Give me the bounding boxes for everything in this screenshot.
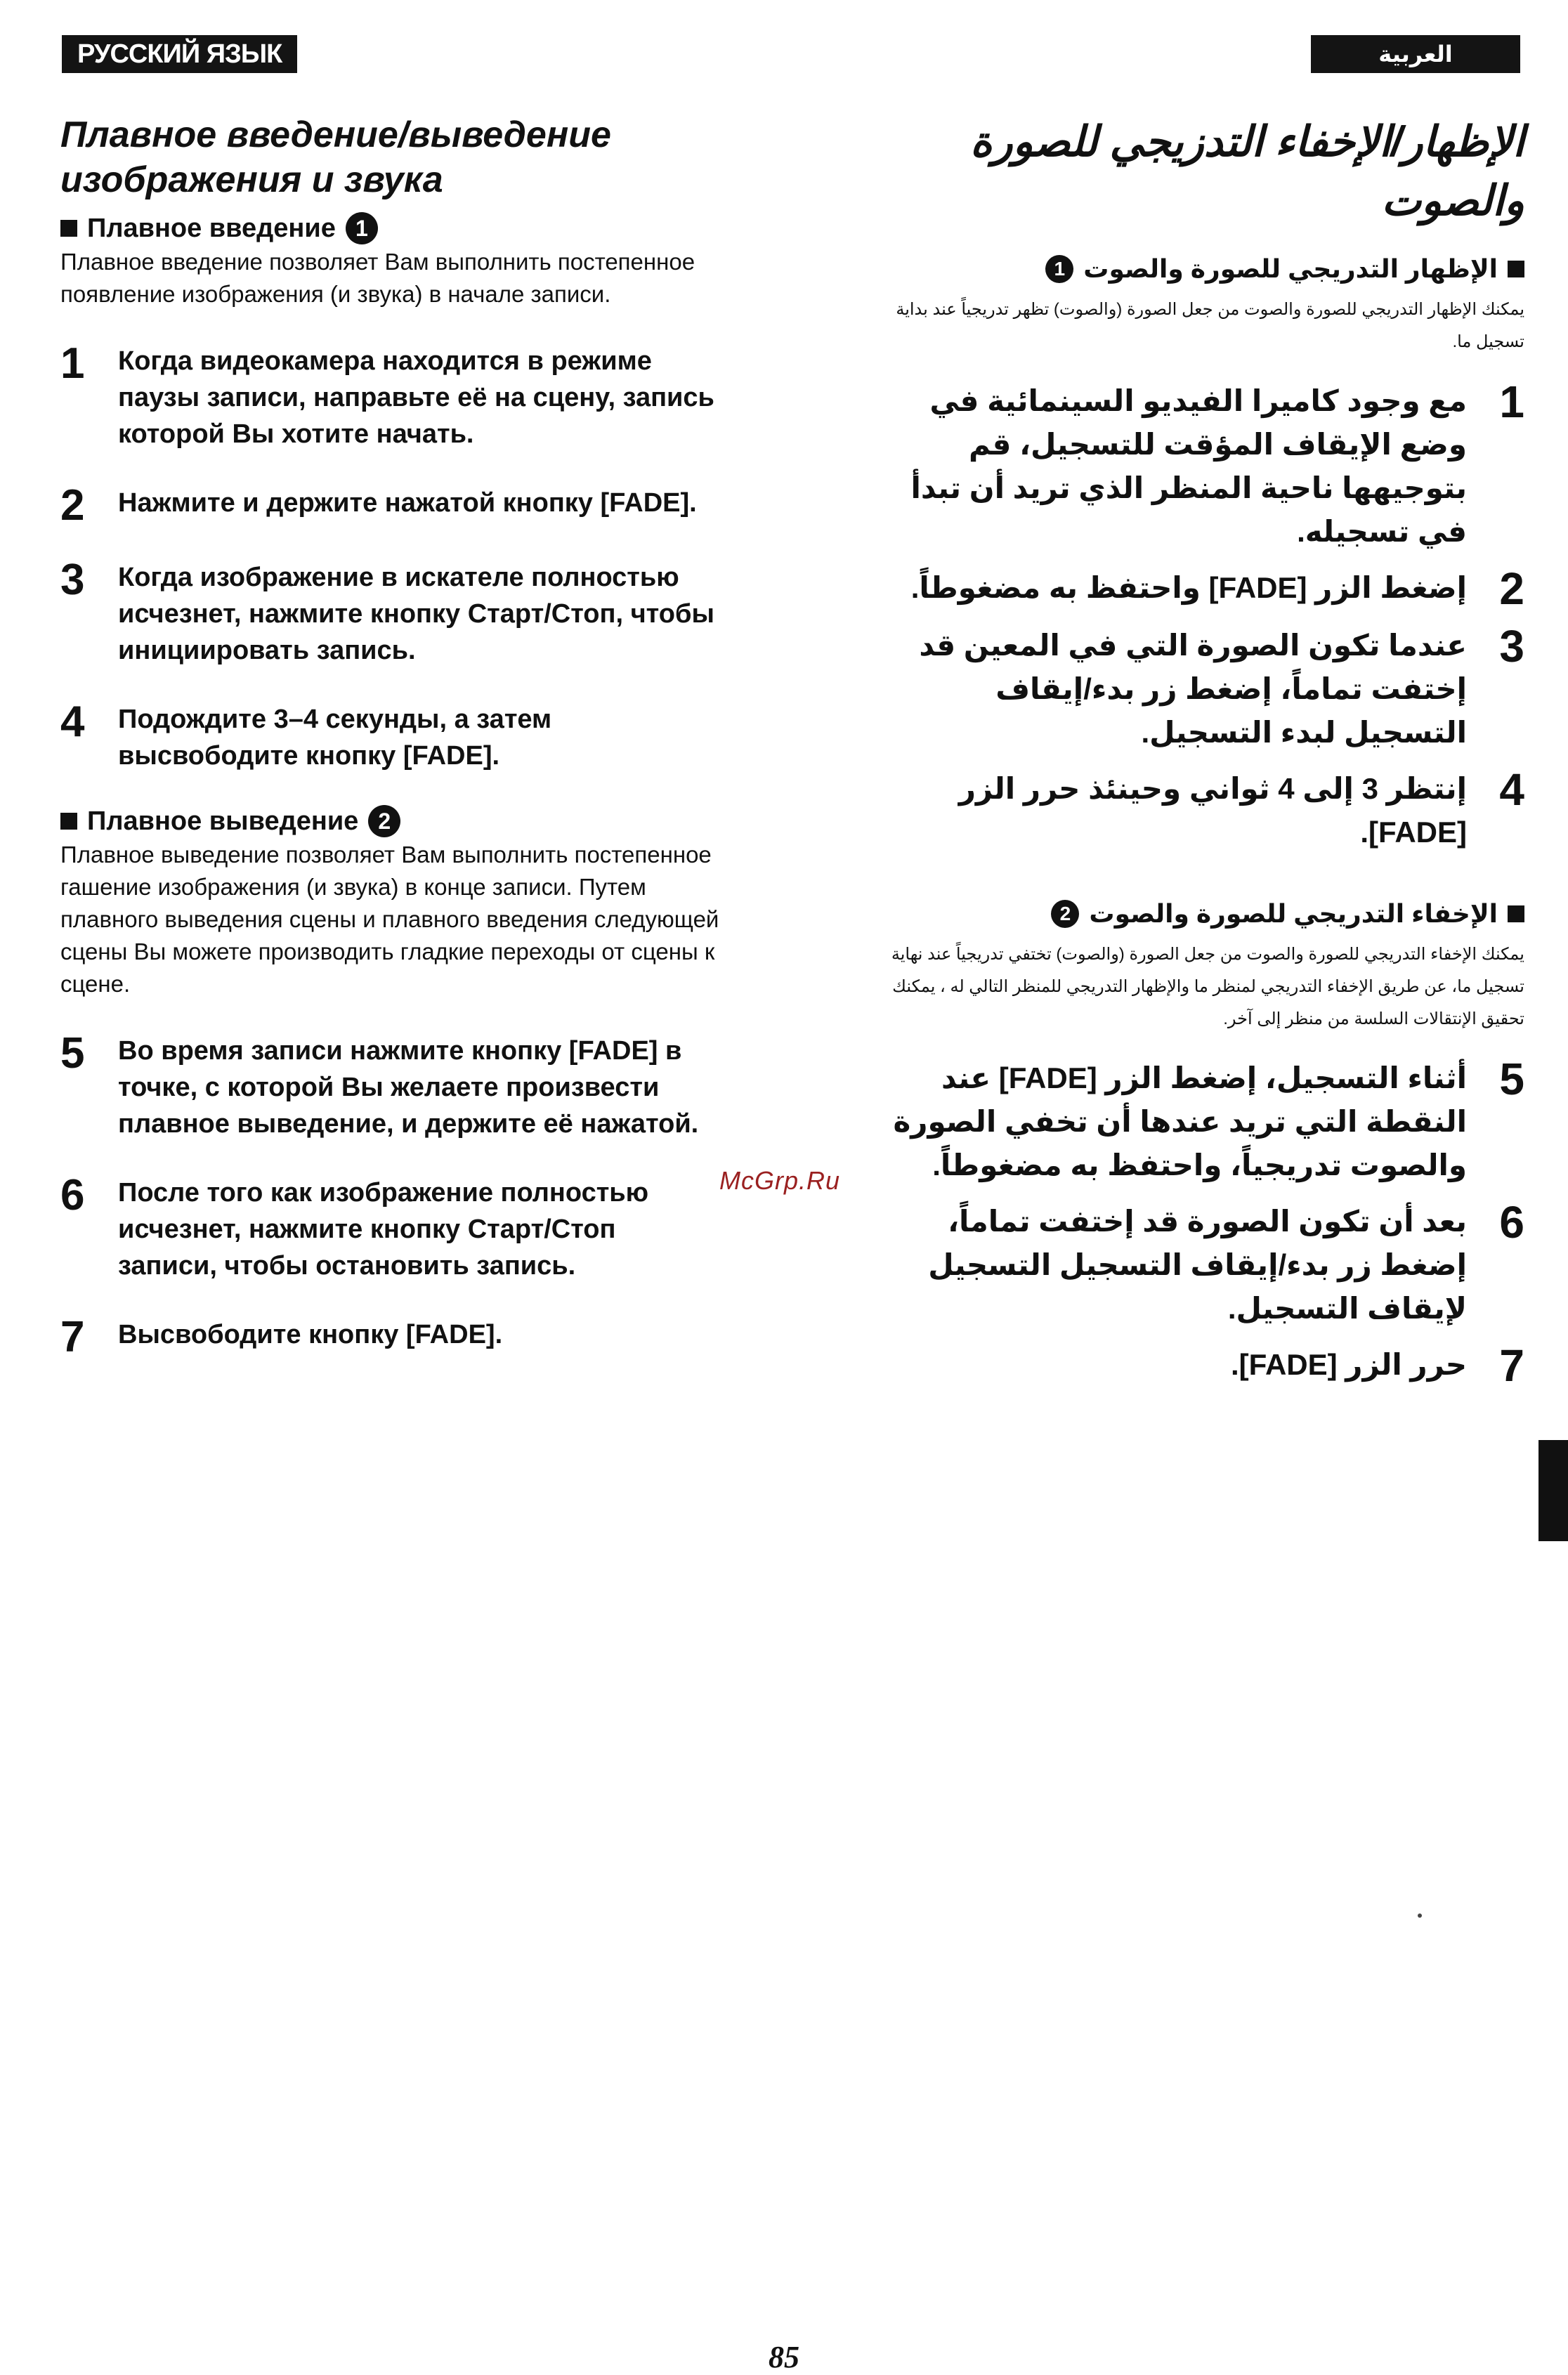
fade-in-description-ru: Плавное введение позволяет Вам выполнить постепенное появление изображения (и звука) в начале записи. <box>60 249 695 307</box>
step-number: 2 <box>1499 563 1524 614</box>
step-text: Когда видеокамера находится в режиме паузы записи, направьте её на сцену, запись которой Вы хотите начать. <box>118 346 714 449</box>
fade-out-heading-label: الإخفاء التدريجي للصورة والصوت <box>1089 899 1498 928</box>
step-text: بعد أن تكون الصورة قد إختفت تماماً، إضغط زر بدء/إيقاف التسجيل التسجيل لإيقاف التسجيل. <box>928 1205 1467 1325</box>
language-tab-russian: РУССКИЙ ЯЗЫК <box>62 35 297 73</box>
step-text: إنتظر 3 إلى 4 ثواني وحينئذ حرر الزر [FADE]. <box>958 772 1467 849</box>
fade-out-heading-label: Плавное выведение <box>87 806 359 836</box>
step-item <box>871 764 1524 854</box>
circled-number-icon: 2 <box>368 805 400 837</box>
step-item <box>60 556 721 669</box>
step-item <box>60 698 721 774</box>
step-item <box>60 481 721 530</box>
step-text: После того как изображение полностью исчезнет, нажмите кнопку Старт/Стоп записи, чтобы остановить запись. <box>118 1178 649 1281</box>
step-number: 7 <box>1499 1340 1524 1391</box>
step-number: 7 <box>60 1313 85 1361</box>
square-bullet-icon <box>60 813 77 830</box>
step-item <box>871 1340 1524 1391</box>
step-text: عندما تكون الصورة التي في المعين قد إختفت تماماً، إضغط زر بدء/إيقاف التسجيل لبدء التسجيل. <box>919 629 1467 749</box>
step-text: مع وجود كاميرا الفيديو السينمائية في وضع الإيقاف المؤقت للتسجيل، قم بتوجيهها ناحية المنظر الذي تريد أن تبدأ في تسجيله. <box>910 384 1467 548</box>
step-text: Подождите 3–4 секунды, а затем высвободите кнопку [FADE]. <box>118 705 552 771</box>
square-bullet-icon <box>60 220 77 237</box>
step-text: Нажмите и держите нажатой кнопку [FADE]. <box>118 488 697 518</box>
step-text: حرر الزر [FADE]. <box>1230 1348 1467 1381</box>
step-number: 1 <box>1499 377 1524 427</box>
step-number: 1 <box>60 339 85 388</box>
step-text: أثناء التسجيل، إضغط الزر [FADE] عند النقطة التي تريد عندها أن تخفي الصورة والصوت تدريجياً، واحتفظ به مضغوطاً. <box>893 1061 1467 1182</box>
fade-out-description-ar: يمكنك الإخفاء التدريجي للصورة والصوت من جعل الصورة (والصوت) تختفي تدريجياً عند نهاية تسجيل ما، عن طريق الإخفاء التدريجي لمنظر ما والإظهار التدريجي للمنظر التالي له ، يمكنك تحقيق الإنتقالات السلسة من منظر إلى آخر. <box>891 945 1524 1028</box>
step-number: 5 <box>1499 1054 1524 1104</box>
step-number: 4 <box>1499 764 1524 815</box>
circled-number-icon: 2 <box>1051 900 1079 928</box>
step-number: 6 <box>60 1171 85 1219</box>
step-item <box>60 1171 721 1284</box>
fade-out-heading-ru <box>60 805 721 837</box>
square-bullet-icon <box>1508 905 1524 922</box>
circled-number-icon: 1 <box>346 212 378 244</box>
step-item <box>60 339 721 452</box>
fade-in-heading-ru <box>60 212 721 244</box>
step-item <box>871 379 1524 554</box>
step-item <box>871 621 1524 754</box>
step-text: Во время записи нажмите кнопку [FADE] в точке, с которой Вы желаете произвести плавное выведение, и держите её нажатой. <box>118 1036 699 1139</box>
fade-in-heading-label: Плавное введение <box>87 214 336 243</box>
step-number: 3 <box>1499 621 1524 672</box>
step-item <box>871 1056 1524 1187</box>
step-item <box>871 1197 1524 1330</box>
fade-in-heading-label: الإظهار التدريجي للصورة والصوت <box>1083 254 1498 283</box>
watermark: McGrp.Ru <box>719 1166 841 1195</box>
step-text: Высвободите кнопку [FADE]. <box>118 1320 503 1349</box>
step-number: 3 <box>60 556 85 604</box>
fade-in-description-ar: يمكنك الإظهار التدريجي للصورة والصوت من جعل الصورة (والصوت) تظهر تدريجياً عند بداية تسجيل ما. <box>896 300 1524 351</box>
step-number: 6 <box>1499 1197 1524 1248</box>
page-number: 85 <box>769 2340 799 2374</box>
step-number: 2 <box>60 481 85 530</box>
page-title-ru: Плавное введение/выведение изображения и звука <box>60 115 611 200</box>
circled-number-icon: 1 <box>1045 255 1073 283</box>
step-number: 5 <box>60 1029 85 1078</box>
square-bullet-icon <box>1508 261 1524 277</box>
fade-out-description-ru: Плавное выведение позволяет Вам выполнить постепенное гашение изображения (и звука) в конце записи. Путем плавного выведения сцены и плавного введения следующей сцены Вы можете производить гладкие переходы от сцены к сцене. <box>60 842 719 997</box>
page-title-ar: الإظهار/الإخفاء التدزيجي للصورة والصوت <box>970 118 1524 224</box>
fade-out-heading-ar <box>871 896 1524 931</box>
step-item <box>60 1313 721 1361</box>
language-tab-arabic: العربية <box>1311 35 1520 73</box>
side-edge-tab <box>1538 1440 1568 1541</box>
step-item <box>871 563 1524 614</box>
step-item <box>60 1029 721 1142</box>
russian-column <box>60 112 721 1391</box>
stray-dot <box>1418 1913 1422 1918</box>
fade-in-heading-ar <box>871 251 1524 287</box>
step-number: 4 <box>60 698 85 746</box>
step-text: Когда изображение в искателе полностью исчезнет, нажмите кнопку Старт/Стоп, чтобы инициировать запись. <box>118 563 714 665</box>
arabic-column <box>871 112 1524 1401</box>
step-text: إضغط الزر [FADE] واحتفظ به مضغوطاً. <box>910 571 1467 604</box>
